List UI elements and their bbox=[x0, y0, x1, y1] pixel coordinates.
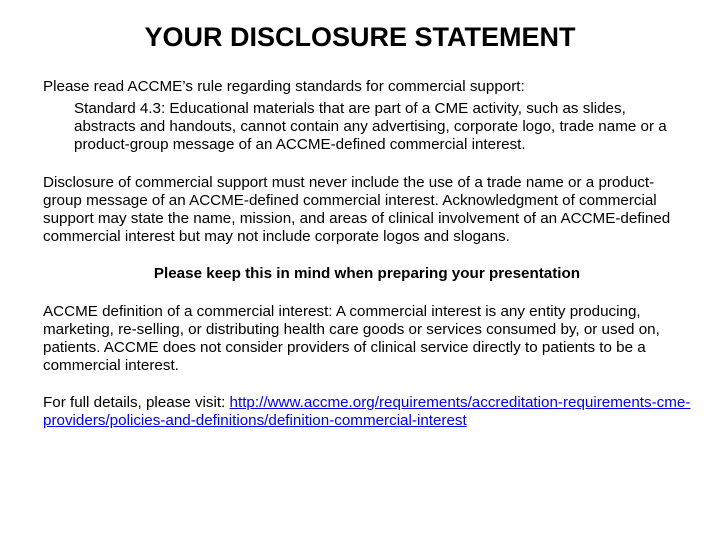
slide-title: YOUR DISCLOSURE STATEMENT bbox=[144, 22, 576, 52]
intro-text: Please read ACCME’s rule regarding standards for commercial support: bbox=[43, 78, 525, 95]
disclosure-paragraph: Disclosure of commercial support must never include the use of a trade name or a product-group message of an ACCME-defined commercial interest. Acknowledgment of commercial support may state the name, mission, and areas of clinical involvement of an ACCME-defined commercial interest but may not include corporate logos and slogans. bbox=[43, 174, 671, 245]
standard-4-3-text: Standard 4.3: Educational materials that are part of a CME activity, such as slides, abstracts and handouts, cannot contain any advertising, corporate logo, trade name or a product-group message of an ACCME-defined commercial interest. bbox=[74, 100, 667, 153]
emphasis-text: Please keep this in mind when preparing your presentation bbox=[153, 265, 581, 282]
slide-body bbox=[43, 78, 691, 430]
accme-definition-link[interactable]: http://www.accme.org/requirements/accreditation-requirements-cme-providers/policies-and-definitions/definition-commercial-interest bbox=[43, 394, 691, 429]
details-paragraph bbox=[43, 394, 691, 430]
definition-paragraph: ACCME definition of a commercial interest: A commercial interest is any entity producing, marketing, re-selling, or distributing health care goods or services consumed by, or used on, patients. ACCME does not consider providers of clinical service directly to patients to be a commercial interest. bbox=[43, 303, 660, 374]
details-prefix: For full details, please visit: bbox=[43, 394, 230, 411]
